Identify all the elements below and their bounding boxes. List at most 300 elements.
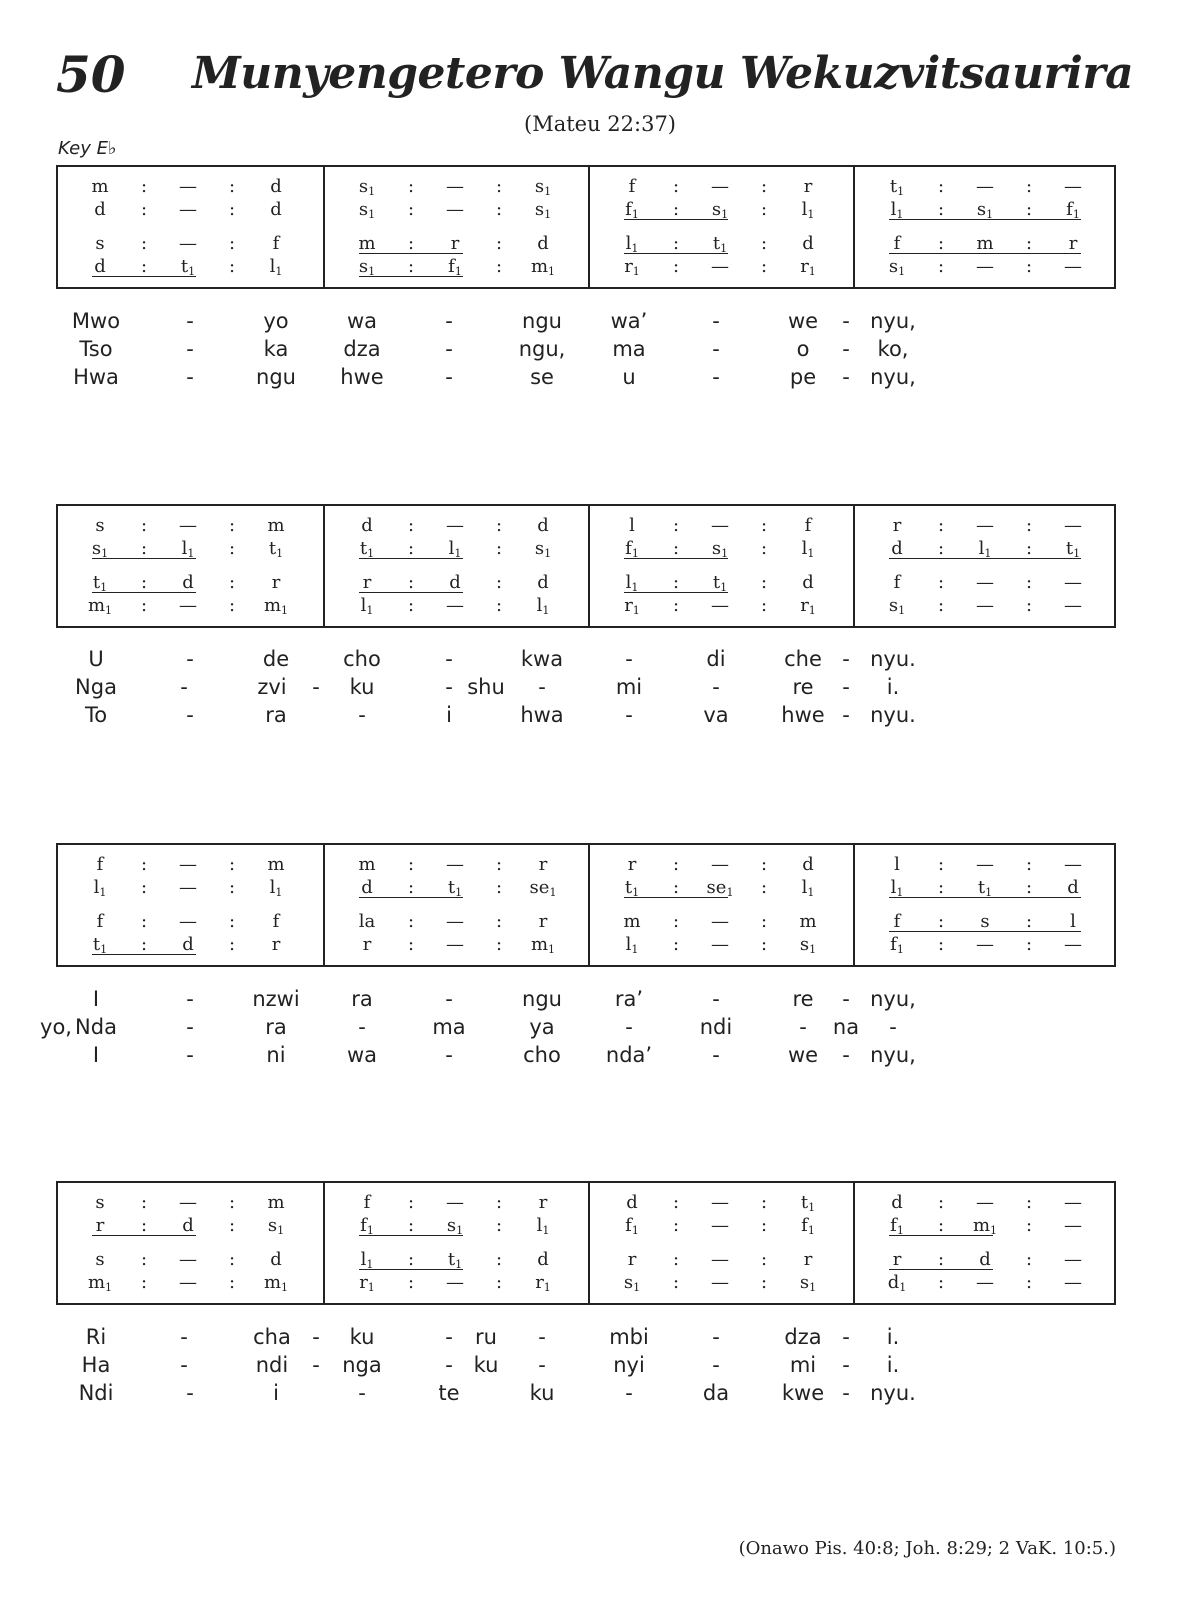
beat-separator: : [760,233,768,254]
sol-fa-note: d [449,572,461,593]
lyric-line [56,307,1116,335]
beat-separator: : [228,538,236,559]
voice-row [58,1250,323,1270]
sol-fa-note: $f_1$ [890,934,904,956]
lyric-syllable: ku [349,1325,375,1349]
voice-row [855,1216,1120,1236]
lyric-hyphen: - [625,647,633,671]
sol-fa-note: $m_1$ [530,256,556,278]
voice-row [325,539,590,559]
key-signature: Key E♭ [58,138,117,159]
beat-separator: : [672,854,680,875]
beat-separator: : [140,934,148,955]
lyric-line [56,701,1116,729]
lyric-hyphen: - [842,1353,850,1377]
lyric-syllable: ka [263,337,289,361]
lyric-syllable: ra [351,987,373,1011]
sol-fa-note: m [267,515,285,536]
sol-fa-note: m [623,911,641,932]
slur-underline [359,558,463,559]
sol-fa-note: d [891,538,903,559]
beat-separator: : [760,176,768,197]
hymn-number: 50 [56,45,126,104]
lyric-syllable: kwe [781,1381,825,1405]
beat-separator: : [407,1272,415,1293]
lyric-syllable: ku [473,1353,499,1377]
sol-fa-note: — [446,595,464,616]
measure [588,167,855,287]
sol-fa-note: $m_1$ [263,1272,289,1294]
beat-separator: : [407,233,415,254]
beat-separator: : [760,199,768,220]
voice-row [855,1273,1120,1293]
sol-fa-note: $se_1$ [706,877,734,899]
sol-fa-note: m [267,854,285,875]
beat-separator: : [228,877,236,898]
lyric-hyphen: - [358,1381,366,1405]
measure [323,167,590,287]
sol-fa-note: s [95,1249,105,1270]
lyric-syllable: wa’ [610,309,648,333]
sol-fa-note: — [976,176,994,197]
lyric-syllable: kwa [520,647,564,671]
score-system [56,843,1116,967]
voice-row [590,516,855,536]
sol-fa-note: $f_1$ [801,1215,815,1237]
lyric-syllable: ma [432,1015,466,1039]
sol-fa-note: — [446,515,464,536]
sol-fa-note: d [802,572,814,593]
voice-row [590,1193,855,1213]
voice-row [58,1273,323,1293]
sol-fa-note: — [446,911,464,932]
sol-fa-note: f [96,911,104,932]
beat-separator: : [228,1192,236,1213]
beat-separator: : [407,854,415,875]
beat-separator: : [937,1192,945,1213]
sol-fa-note: $f_1$ [360,1215,374,1237]
voice-row [58,573,323,593]
sol-fa-note: $r_1$ [800,595,816,617]
sol-fa-note: r [538,911,548,932]
slur-underline [889,931,1081,932]
sol-fa-note: d [891,1192,903,1213]
beat-separator: : [407,572,415,593]
lyric-line [56,1323,1116,1351]
slur-underline [624,897,728,898]
lyric-hyphen: - [180,1353,188,1377]
sol-fa-note: — [976,1272,994,1293]
sol-fa-note: $m_1$ [87,1272,113,1294]
lyric-hyphen: - [445,1325,453,1349]
voice-row [855,516,1120,536]
beat-separator: : [672,233,680,254]
sol-fa-note: r [627,854,637,875]
beat-separator: : [407,1192,415,1213]
lyric-hyphen: - [712,309,720,333]
beat-separator: : [228,176,236,197]
beat-separator: : [1025,1215,1033,1236]
beat-separator: : [228,911,236,932]
beat-separator: : [760,595,768,616]
sol-fa-note: $t_1$ [180,256,196,278]
beat-separator: : [228,515,236,536]
voice-row [58,878,323,898]
lyric-syllable: se [530,365,554,389]
lyric-syllable: ra’ [614,987,644,1011]
sol-fa-note: $s_1$ [91,538,109,560]
sol-fa-note: $l_1$ [448,538,462,560]
voice-row [855,912,1120,932]
slur-underline [889,897,1081,898]
sol-fa-note: $t_1$ [359,538,375,560]
lyric-syllable: hwe [781,703,825,727]
beat-separator: : [1025,595,1033,616]
measure [853,845,1120,965]
sol-fa-note: — [976,256,994,277]
voice-row [325,177,590,197]
lyric-hyphen: - [625,703,633,727]
beat-separator: : [407,911,415,932]
sol-fa-note: $s_1$ [976,199,994,221]
beat-separator: : [495,877,503,898]
voice-row [325,878,590,898]
sol-fa-note: — [976,595,994,616]
sol-fa-note: f [272,911,280,932]
sol-fa-note: s [95,233,105,254]
lyric-line [56,363,1116,391]
lyric-syllable: Nda [75,1015,117,1039]
sol-fa-note: $m_1$ [972,1215,998,1237]
lyric-syllable: nyu. [870,1381,916,1405]
beat-separator: : [672,1272,680,1293]
lyric-hyphen: - [842,647,850,671]
sol-fa-note: — [179,515,197,536]
voice-row [590,855,855,875]
lyric-hyphen: - [712,365,720,389]
lyric-hyphen: - [712,675,720,699]
lyric-syllable: re [792,987,814,1011]
beat-separator: : [140,233,148,254]
beat-separator: : [140,176,148,197]
lyric-syllable: ni [266,1043,286,1067]
measure [323,1183,590,1303]
sol-fa-note: — [711,256,729,277]
sol-fa-note: — [179,233,197,254]
voice-row [325,1250,590,1270]
sol-fa-note: f [804,515,812,536]
measure [323,845,590,965]
beat-separator: : [495,538,503,559]
beat-separator: : [937,934,945,955]
sol-fa-note: — [446,854,464,875]
sol-fa-note: — [1064,256,1082,277]
beat-separator: : [407,877,415,898]
lyric-hyphen: - [445,1353,453,1377]
beat-separator: : [1025,1249,1033,1270]
sol-fa-note: f [893,911,901,932]
lyrics-block [56,1323,1116,1407]
sol-fa-note: $f_1$ [1066,199,1080,221]
slur-underline [624,592,728,593]
sol-fa-note: — [446,934,464,955]
sol-fa-note: $l_1$ [269,256,283,278]
beat-separator: : [495,515,503,536]
voice-row [855,935,1120,955]
voice-row [855,200,1120,220]
sol-fa-note: d [626,1192,638,1213]
lyric-hyphen: - [445,647,453,671]
beat-separator: : [140,256,148,277]
slur-underline [92,592,196,593]
sol-fa-note: — [179,176,197,197]
voice-row [325,935,590,955]
sol-fa-note: — [976,854,994,875]
sol-fa-note: — [711,854,729,875]
voice-row [58,200,323,220]
lyric-hyphen: - [538,675,546,699]
sol-fa-note: $s_1$ [534,538,552,560]
beat-separator: : [140,1215,148,1236]
sol-fa-note: $t_1$ [447,877,463,899]
lyric-hyphen: - [445,337,453,361]
lyric-hyphen: - [186,1043,194,1067]
voice-row [590,539,855,559]
lyric-hyphen: - [712,1043,720,1067]
measure [588,506,855,626]
beat-separator: : [495,256,503,277]
sol-fa-note: $l_1$ [181,538,195,560]
sol-fa-note: — [711,911,729,932]
beat-separator: : [1025,934,1033,955]
voice-row [325,1216,590,1236]
sol-fa-note: $l_1$ [360,595,374,617]
beat-separator: : [760,854,768,875]
beat-separator: : [228,256,236,277]
sol-fa-note: $f_1$ [625,538,639,560]
lyric-hyphen: - [445,987,453,1011]
beat-separator: : [495,934,503,955]
sol-fa-note: $se_1$ [529,877,557,899]
beat-separator: : [1025,854,1033,875]
voice-row [855,596,1120,616]
voice-row [590,878,855,898]
sol-fa-note: $l_1$ [801,877,815,899]
lyric-hyphen: - [712,1353,720,1377]
sol-fa-note: — [711,176,729,197]
lyric-syllable: wa [346,1043,378,1067]
beat-separator: : [407,515,415,536]
voice-row [855,1250,1120,1270]
sol-fa-note: — [976,934,994,955]
lyric-syllable: che [784,647,822,671]
beat-separator: : [495,911,503,932]
sol-fa-note: m [267,1192,285,1213]
voice-row [58,1216,323,1236]
lyric-hyphen: - [842,337,850,361]
lyric-syllable: nyi [613,1353,645,1377]
beat-separator: : [1025,256,1033,277]
voice-row [325,257,590,277]
voice-row [855,573,1120,593]
beat-separator: : [1025,911,1033,932]
measure [588,1183,855,1303]
sol-fa-note: — [179,911,197,932]
beat-separator: : [495,1249,503,1270]
voice-row [590,1216,855,1236]
beat-separator: : [1025,199,1033,220]
sol-fa-note: s [95,515,105,536]
lyric-syllable: o [796,337,810,361]
lyric-syllable: ngu [256,365,296,389]
sol-fa-note: $f_1$ [625,199,639,221]
sol-fa-note: d [537,1249,549,1270]
beat-separator: : [407,595,415,616]
sol-fa-note: $f_1$ [625,1215,639,1237]
beat-separator: : [760,1192,768,1213]
measure [853,506,1120,626]
measure [853,167,1120,287]
lyric-hyphen: - [842,675,850,699]
sol-fa-note: m [799,911,817,932]
sol-fa-note: $s_1$ [623,1272,641,1294]
beat-separator: : [228,595,236,616]
sol-fa-note: $t_1$ [712,572,728,594]
sol-fa-note: — [1064,595,1082,616]
lyric-syllable: ya [529,1015,555,1039]
lyric-syllable: cho [343,647,381,671]
sol-fa-note: — [711,1272,729,1293]
lyric-syllable: ru [475,1325,497,1349]
lyric-hyphen: - [445,309,453,333]
slur-underline [92,1235,196,1236]
sol-fa-note: f [272,233,280,254]
sol-fa-note: d [94,199,106,220]
voice-row [325,234,590,254]
beat-separator: : [760,1249,768,1270]
footer-references: (Onawo Pis. 40:8; Joh. 8:29; 2 VaK. 10:5.) [738,1538,1116,1559]
sol-fa-note: $m_1$ [87,595,113,617]
sol-fa-note: $r_1$ [535,1272,551,1294]
beat-separator: : [495,572,503,593]
lyric-syllable: cho [523,1043,561,1067]
sol-fa-note: — [179,1272,197,1293]
lyric-hyphen: - [842,1325,850,1349]
sol-fa-note: d [537,515,549,536]
voice-row [58,855,323,875]
sol-fa-note: $l_1$ [536,1215,550,1237]
sol-fa-note: — [179,854,197,875]
beat-separator: : [407,256,415,277]
sol-fa-note: — [976,572,994,593]
sol-fa-note: — [1064,1272,1082,1293]
lyrics-block [56,645,1116,729]
lyric-hyphen: - [889,1015,897,1039]
sol-fa-note: $l_1$ [978,538,992,560]
sol-fa-note: — [446,176,464,197]
voice-row [590,935,855,955]
lyric-syllable: yo, [40,1015,72,1039]
lyric-syllable: ndi [699,1015,733,1039]
sol-fa-note: m [976,233,994,254]
beat-separator: : [140,877,148,898]
lyric-syllable: we [787,309,819,333]
lyric-syllable: pe [789,365,817,389]
beat-separator: : [760,1215,768,1236]
beat-separator: : [937,199,945,220]
sol-fa-note: — [1064,934,1082,955]
lyric-syllable: nyu, [870,987,916,1011]
lyric-syllable: ku [529,1381,555,1405]
sol-fa-note: $r_1$ [800,256,816,278]
beat-separator: : [672,1215,680,1236]
beat-separator: : [495,199,503,220]
lyric-hyphen: - [186,337,194,361]
sol-fa-note: $s_1$ [446,1215,464,1237]
lyric-syllable: Ha [81,1353,111,1377]
sol-fa-note: — [711,515,729,536]
sol-fa-note: — [446,1272,464,1293]
lyric-syllable: I [92,1043,100,1067]
sol-fa-note: $t_1$ [712,233,728,255]
score-system [56,504,1116,628]
score-system [56,1181,1116,1305]
beat-separator: : [672,1249,680,1270]
lyric-syllable: da [702,1381,730,1405]
sol-fa-note: $t_1$ [268,538,284,560]
sol-fa-note: d [361,515,373,536]
lyric-hyphen: - [842,703,850,727]
beat-separator: : [1025,538,1033,559]
sol-fa-note: — [1064,176,1082,197]
lyric-syllable: ngu [522,309,562,333]
sol-fa-note: d [182,572,194,593]
lyric-syllable: Ri [85,1325,107,1349]
beat-separator: : [228,854,236,875]
lyric-syllable: Nga [75,675,117,699]
score-system [56,165,1116,289]
lyric-hyphen: - [799,1015,807,1039]
beat-separator: : [1025,176,1033,197]
sol-fa-note: $t_1$ [447,1249,463,1271]
beat-separator: : [937,233,945,254]
lyric-syllable: ko, [877,337,909,361]
measure [58,1183,323,1303]
sol-fa-note: d [537,233,549,254]
beat-separator: : [937,176,945,197]
beat-separator: : [407,176,415,197]
lyric-syllable: dza [784,1325,822,1349]
lyric-syllable: va [703,703,729,727]
lyric-hyphen: - [842,309,850,333]
voice-row [590,912,855,932]
sol-fa-note: — [976,515,994,536]
sol-fa-note: — [179,595,197,616]
voice-row [325,516,590,536]
sol-fa-note: $s_1$ [799,1272,817,1294]
slur-underline [92,558,196,559]
sol-fa-note: $s_1$ [358,199,376,221]
lyric-hyphen: - [186,309,194,333]
beat-separator: : [937,1249,945,1270]
sol-fa-note: l [629,515,635,536]
beat-separator: : [495,1215,503,1236]
slur-underline [624,558,728,559]
lyric-syllable: To [84,703,108,727]
lyric-syllable: wa [346,309,378,333]
sol-fa-note: r [95,1215,105,1236]
lyric-syllable: mi [789,1353,817,1377]
